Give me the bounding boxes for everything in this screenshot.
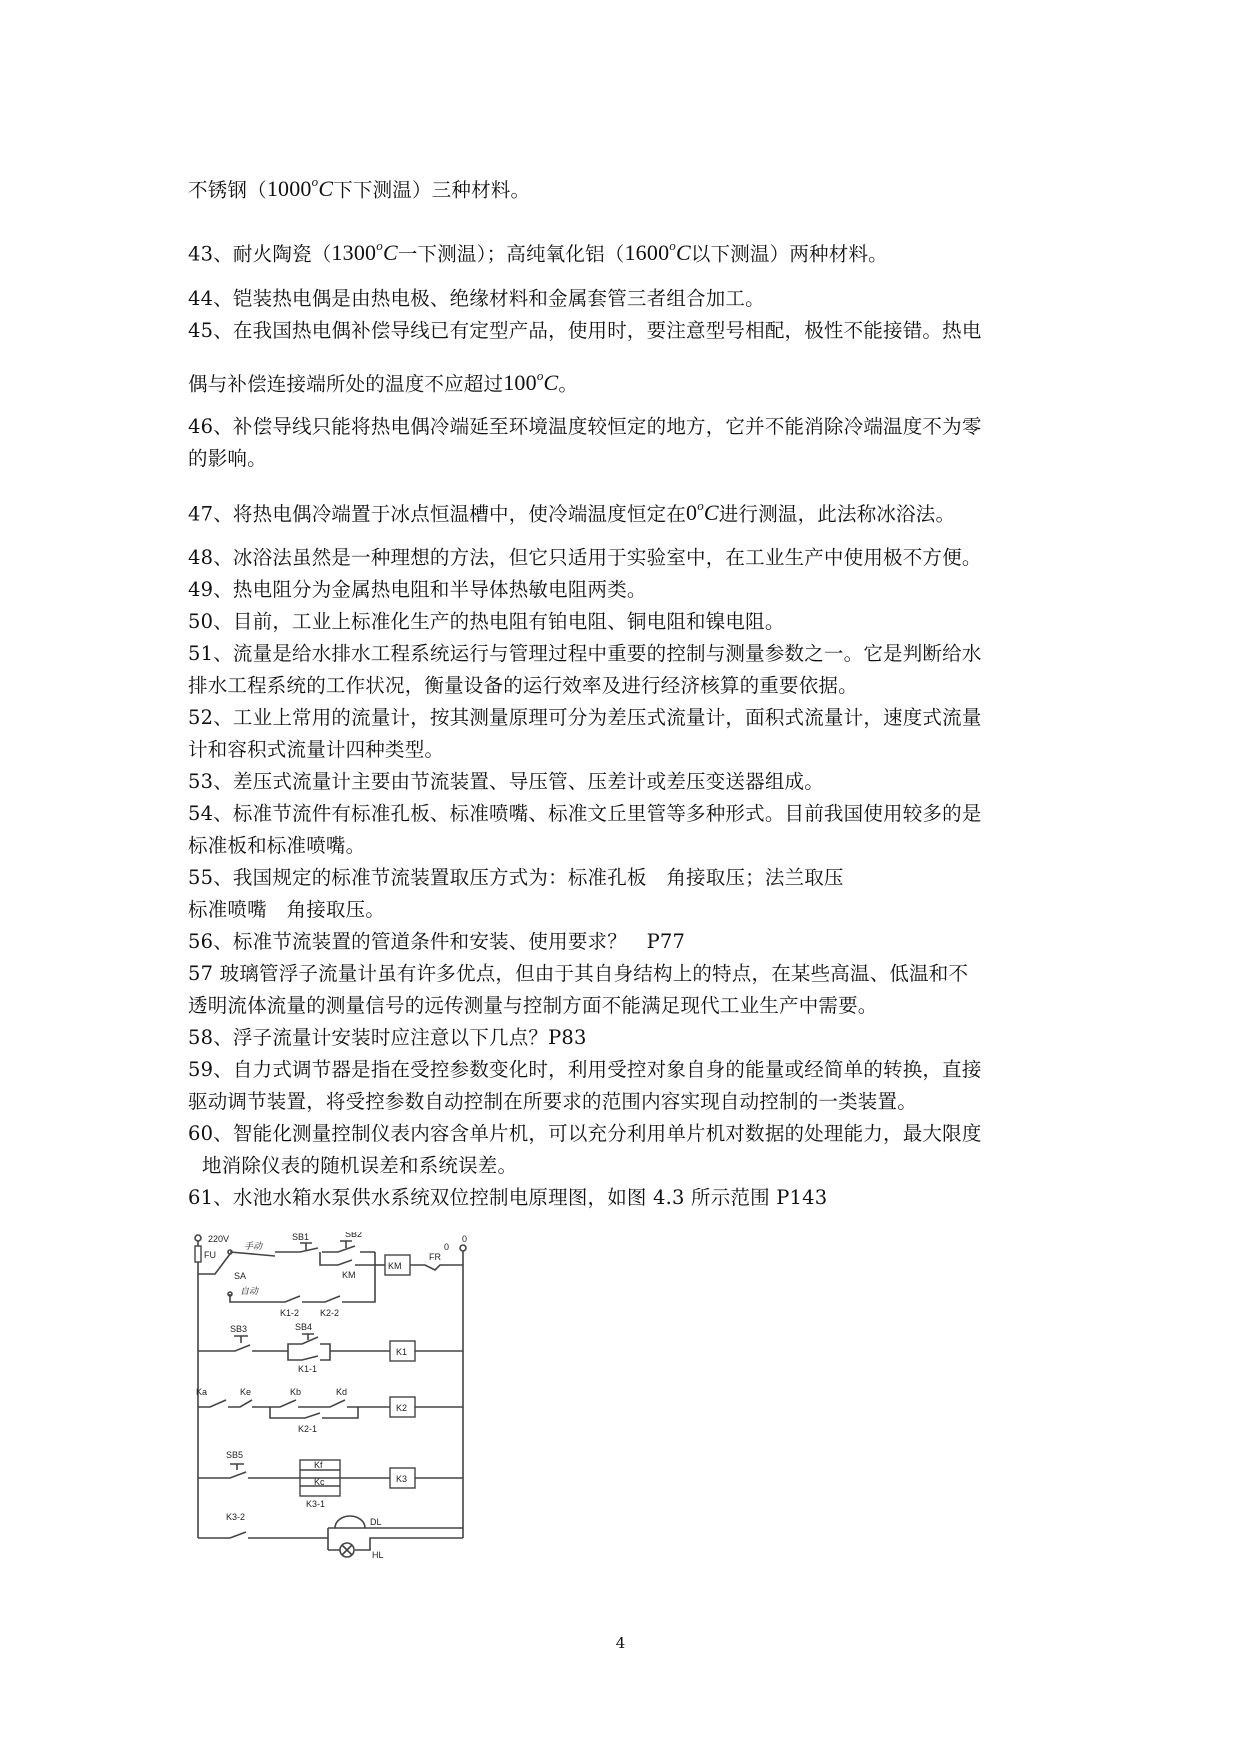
- label-k12: K1-2: [280, 1308, 300, 1318]
- label-auto: 自动: [240, 1287, 259, 1297]
- text-line: 标准喷嘴 角接取压。: [188, 898, 386, 921]
- text-line: 44、铠装热电偶是由热电极、绝缘材料和金属套管三者组合加工。: [188, 287, 765, 310]
- sb5-button: [230, 1464, 244, 1470]
- label-k3: K3: [396, 1474, 408, 1484]
- text-line: 的影响。: [188, 447, 267, 470]
- page-number: 4: [615, 1634, 626, 1652]
- row3-wire: [198, 1400, 390, 1418]
- text-line: 47、将热电偶冷端置于冰点恒温槽中，使冷端温度恒定在0$^o$C进行测温，此法称冰浴法。: [188, 498, 956, 526]
- label-kd: Kd: [336, 1387, 348, 1397]
- text-line: 43、耐火陶瓷（1300$^o$C一下测温）；高纯氧化铝（1600$^o$C以下测温）两种材料。: [188, 238, 888, 266]
- text-line: 透明流体流量的测量信号的远传测量与控制方面不能满足现代工业生产中需要。: [188, 994, 878, 1017]
- sb3-button: [234, 1336, 248, 1343]
- label-k21: K2-1: [298, 1424, 318, 1434]
- row2-wire: [198, 1337, 390, 1360]
- label-km-contact: KM: [342, 1270, 356, 1280]
- label-km-coil: KM: [388, 1261, 402, 1271]
- label-kc: Kc: [314, 1477, 325, 1487]
- label-dl: DL: [370, 1517, 382, 1527]
- label-fr: FR: [429, 1252, 441, 1262]
- text-line: 60、智能化测量控制仪表内容含单片机，可以充分利用单片机对数据的处理能力，最大限度: [188, 1122, 982, 1145]
- label-hl: HL: [372, 1550, 384, 1560]
- text-line: 标准板和标准喷嘴。: [188, 834, 366, 857]
- text-line: 52、工业上常用的流量计，按其测量原理可分为差压式流量计，面积式流量计，速度式流量: [188, 706, 982, 729]
- label-k1: K1: [396, 1347, 408, 1357]
- label-k11: K1-1: [298, 1364, 318, 1374]
- text-line: 不锈钢（1000$^o$C下下测温）三种材料。: [188, 174, 531, 202]
- fuse: [195, 1246, 201, 1262]
- text-line: 56、标准节流装置的管道条件和安装、使用要求？ P77: [188, 930, 686, 953]
- label-sb5: SB5: [226, 1450, 244, 1460]
- text-line: 59、自力式调节器是指在受控参数变化时，利用受控对象自身的能量或经简单的转换，直接: [188, 1058, 982, 1081]
- label-fu: FU: [204, 1250, 216, 1260]
- label-kf: Kf: [314, 1460, 323, 1470]
- text-line: 46、补偿导线只能将热电偶冷端延至环境温度较恒定的地方，它并不能消除冷端温度不为零: [188, 415, 982, 438]
- label-sb3: SB3: [230, 1324, 248, 1334]
- text-line: 55、我国规定的标准节流装置取压方式为：标准孔板 角接取压；法兰取压: [188, 866, 844, 889]
- text-line: 58、浮子流量计安装时应注意以下几点？P83: [188, 1026, 587, 1049]
- label-kb: Kb: [290, 1387, 302, 1397]
- label-manual: 手动: [244, 1242, 263, 1252]
- label-sb1: SB1: [292, 1232, 310, 1242]
- label-sa: SA: [234, 1271, 247, 1281]
- text-line: 57 玻璃管浮子流量计虽有许多优点，但由于其自身结构上的特点，在某些高温、低温和不: [188, 962, 969, 985]
- control-circuit-diagram: [190, 1232, 495, 1562]
- label-zero-2: 0: [462, 1234, 468, 1244]
- lamp-hl-cross: [342, 1545, 352, 1555]
- label-sb4: SB4: [295, 1322, 313, 1332]
- label-sb2: SB2: [345, 1232, 363, 1239]
- label-k22: K2-2: [320, 1308, 340, 1318]
- text-line: 计和容积式流量计四种类型。: [188, 738, 445, 761]
- text-line: 排水工程系统的工作状况，衡量设备的运行效率及进行经济核算的重要依据。: [188, 674, 858, 697]
- text-line: 54、标准节流件有标准孔板、标准喷嘴、标准文丘里管等多种形式。目前我国使用较多的是: [188, 802, 982, 825]
- label-zero: 0: [444, 1242, 450, 1252]
- text-line: 48、冰浴法虽然是一种理想的方法，但它只适用于实验室中，在工业生产中使用极不方便。: [188, 546, 982, 569]
- label-ka: Ka: [196, 1387, 208, 1397]
- fr-wire: [410, 1265, 463, 1270]
- label-k32: K3-2: [226, 1512, 246, 1522]
- text-line: 49、热电阻分为金属热电阻和半导体热敏电阻两类。: [188, 578, 647, 601]
- bell-dl: [335, 1516, 365, 1528]
- text-line: 地消除仪表的随机误差和系统误差。: [202, 1154, 518, 1177]
- label-k31: K3-1: [306, 1499, 326, 1509]
- terminal-220v: [195, 1235, 201, 1241]
- text-line: 51、流量是给水排水工程系统运行与管理过程中重要的控制与测量参数之一。它是判断给水: [188, 642, 982, 665]
- label-k2: K2: [396, 1403, 408, 1413]
- row4-wire: [198, 1472, 300, 1478]
- text-line: 53、差压式流量计主要由节流装置、导压管、压差计或差压变送器组成。: [188, 770, 824, 793]
- text-line: 45、在我国热电偶补偿导线已有定型产品，使用时，要注意型号相配，极性不能接错。热电: [188, 319, 982, 342]
- row5-wire: [198, 1528, 463, 1550]
- text-line: 50、目前，工业上标准化生产的热电阻有铂电阻、铜电阻和镍电阻。: [188, 610, 785, 633]
- text-line: 61、水池水箱水泵供水系统双位控制电原理图，如图 4.3 所示范围 P143: [188, 1186, 828, 1209]
- label-ke: Ke: [240, 1387, 252, 1397]
- text-line: 偶与补偿连接端所处的温度不应超过100$^o$C。: [188, 368, 579, 396]
- km-hold-branch: [320, 1252, 375, 1265]
- text-line: 驱动调节装置，将受控参数自动控制在所要求的范围内容实现自动控制的一类装置。: [188, 1090, 917, 1113]
- label-220v: 220V: [208, 1234, 230, 1244]
- terminal-zero: [460, 1245, 466, 1251]
